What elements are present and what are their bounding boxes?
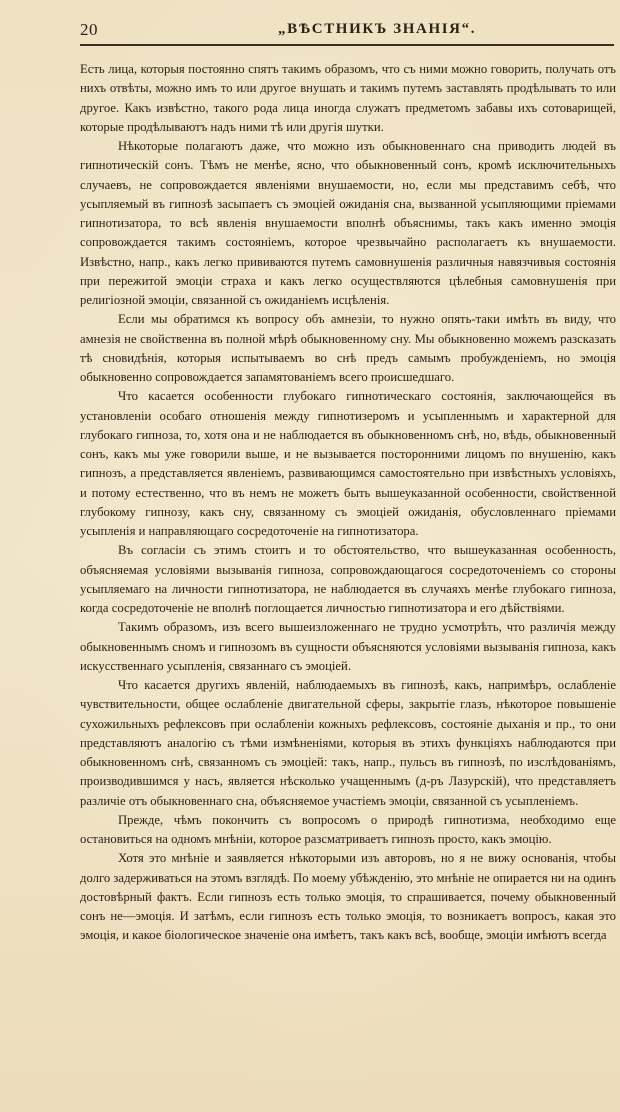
paragraph-2: Нѣкоторые полагаютъ даже, что можно изъ обыкновеннаго сна приводить людей въ гипнотическій сонъ. Тѣмъ не менѣе, ясно, что обыкновенный сонъ, кромѣ исключительныхъ случаевъ, не сопровождается явленіями внушаемости, но, если мы представимъ себѣ, что усыпляемый въ гипнозѣ засыпаетъ съ эмоціей ожиданія сна, вызванной усыпляющими пріемами гипнотизатора, то всѣ явленія внушаемости вполнѣ объяснимы, такъ какъ именно эмоція сопровождается такимъ состояніемъ, которое чрезвычайно располагаетъ къ внушаемости. Извѣстно, напр., какъ легко прививаются путемъ самовнушенія различныя навязчивыя состоянія при пережитой эмоціи страха и какъ легко осуществляются цѣлебныя самовнушенія при религіозной эмоціи, связанной съ ожиданіемъ исцѣленія. bbox=[80, 139, 616, 307]
paragraph-4: Что касается особенности глубокаго гипнотическаго состоянія, заключающейся въ установленіи особаго отношенія между гипнотизеромъ и усыпленнымъ и характерной для глубокаго гипноза, то, хотя она и не наблюдается въ обыкновенномъ снѣ, но, вѣдь, обыкновенный сонъ, какъ мы уже говорили выше, и не вызывается посторонними лицомъ по внушенію, какъ гипнозъ, а представляется явленіемъ, развивающимся самостоятельно при извѣстныхъ условіяхъ, и потому естественно, что въ немъ не можетъ быть вышеуказанной особенности, свойственной глубокому гипнозу, какъ сну, связанному съ эмоціей ожиданія, обусловленнаго пріемами усыпленія и направляющаго сосредоточеніе на гипнотизатора. bbox=[80, 389, 616, 538]
paragraph-5: Въ согласіи съ этимъ стоитъ и то обстоятельство, что вышеуказанная особенность, объясняемая условіями вызыванія гипноза, сопровождающагося сосредоточеніемъ со стороны усыпляемаго на личности гипнотизатора, не наблюдается въ случаяхъ менѣе глубокаго гипноза, когда сосредоточеніе не вполнѣ поглощается личностью гипнотизатора и его дѣйствіями. bbox=[80, 543, 616, 615]
paragraph-6: Такимъ образомъ, изъ всего вышеизложеннаго не трудно усмотрѣть, что различія между обыкновеннымъ сномъ и гипнозомъ въ сущности объясняются условіями вызыванія гипноза, какъ искусственнаго усыпленія, связаннаго съ эмоціей. bbox=[80, 620, 616, 673]
paragraph-8: Прежде, чѣмъ покончить съ вопросомъ о природѣ гипнотизма, необходимо еще остановиться на одномъ мнѣніи, которое разсматриваетъ гипнозъ просто, какъ эмоцію. bbox=[80, 812, 616, 846]
paragraph-7: Что касается другихъ явленій, наблюдаемыхъ въ гипнозѣ, какъ, напримѣръ, ослабленіе чувствительности, общее ослабленіе двигательной сферы, закрытіе глазъ, нѣкоторое повышеніе сухожильныхъ рефлексовъ при ослабленіи кожныхъ рефлексовъ, состояніе дыханія и пр., то они представляютъ аналогію съ тѣми измѣненіями, которыя въ этихъ функціяхъ наблюдаются при обыкновенномъ снѣ, связанномъ съ эмоціей: такъ, напр., пульсъ въ гипнозѣ, по изслѣдованіямъ, производившимся у насъ, является нѣсколько учащеннымъ (д-ръ Лазурскій), что представляетъ различіе отъ обыкновеннаго сна, объясняемое участіемъ эмоціи, связанной съ усыпленіемъ. bbox=[80, 678, 616, 808]
paragraph-1: Есть лица, которыя постоянно спятъ такимъ образомъ, что съ ними можно говорить, получать отъ нихъ отвѣты, можно имъ то или другое внушать и такимъ путемъ заставлять продѣлывать то или другое. Какъ извѣстно, такого рода лица иногда служатъ предметомъ забавы ихъ сотоварищей, которые продѣлываютъ надъ ними тѣ или другія шутки. bbox=[80, 62, 616, 134]
page-number: 20 bbox=[80, 20, 98, 39]
running-title: „ВѢСТНИКЪ ЗНАНІЯ“. bbox=[278, 21, 477, 37]
paragraph-3: Если мы обратимся къ вопросу объ амнезіи, то нужно опять-таки имѣть въ виду, что амнезія не свойственна въ полной мѣрѣ обыкновенному сну. Мы обыкновенно можемъ разсказать тѣ сновидѣнія, которыя испытываемъ во снѣ предъ самымъ пробужденіемъ, но эмоція обыкновенно сопровождается запамятованіемъ всего происшедшаго. bbox=[80, 312, 616, 384]
header-rule bbox=[80, 44, 614, 46]
article-body bbox=[80, 60, 616, 946]
paragraph-9: Хотя это мнѣніе и заявляется нѣкоторыми изъ авторовъ, но я не вижу основанія, чтобы долго задерживаться на этомъ взглядѣ. По моему убѣжденію, это мнѣніе не опирается ни на одинъ достовѣрный фактъ. Если гипнозъ есть только эмоція, то спрашивается, почему обыкновенный сонъ не—эмоція. И затѣмъ, если гипнозъ есть только эмоція, то возникаетъ вопросъ, какая это эмоція, и какое біологическое значеніе она имѣетъ, такъ какъ всѣ, вообще, эмоціи имѣютъ всегда bbox=[80, 851, 616, 943]
page-header bbox=[80, 18, 614, 44]
